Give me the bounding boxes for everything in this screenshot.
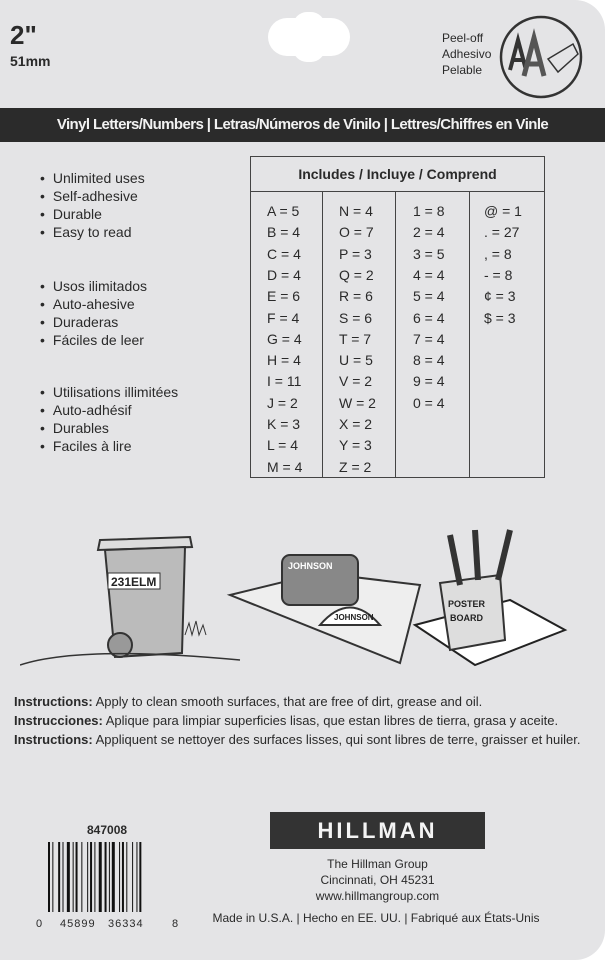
includes-cell: , = 8 <box>484 245 512 262</box>
includes-cell: V = 2 <box>339 373 373 390</box>
poster-label-1: POSTER <box>448 599 486 609</box>
feature: • Self-adhesive <box>40 187 145 205</box>
peel-en: Peel-off <box>442 31 484 45</box>
includes-cell: 3 = 5 <box>413 245 445 262</box>
feature: • Duraderas <box>40 313 147 331</box>
includes-cell: H = 4 <box>267 352 301 369</box>
trash-can-illustration <box>20 537 240 665</box>
barcode-bar <box>48 842 50 912</box>
company-city: Cincinnati, OH 45231 <box>320 873 435 887</box>
barcode-bar <box>81 842 82 912</box>
feature: • Faciles à lire <box>40 437 178 455</box>
includes-cell: I = 11 <box>267 373 302 390</box>
lunchbox-illustration <box>230 555 420 663</box>
column-divider <box>469 191 470 477</box>
barcode-bar <box>90 842 92 912</box>
includes-cell: N = 4 <box>339 203 373 219</box>
product-title: Vinyl Letters/Numbers | Letras/Números de Vinilo | Lettres/Chiffres en Vinle <box>56 116 549 133</box>
includes-cell: X = 2 <box>339 416 373 432</box>
includes-cell: U = 5 <box>339 352 373 369</box>
includes-cell: B = 4 <box>267 224 301 241</box>
barcode-bar <box>94 842 95 912</box>
includes-cell: T = 7 <box>339 330 372 347</box>
poster-board-illustration <box>415 530 565 665</box>
sku-number: 847008 <box>87 823 128 837</box>
instructions-label: Instructions: <box>14 694 93 709</box>
feature: • Easy to read <box>40 223 145 241</box>
includes-cell: W = 2 <box>339 394 376 411</box>
includes-cell: M = 4 <box>267 458 303 475</box>
hardhat-label: JOHNSON <box>334 613 374 622</box>
includes-cell: Z = 2 <box>339 458 372 475</box>
peel-es: Adhesivo <box>442 47 492 61</box>
includes-cell: @ = 1 <box>484 203 522 219</box>
letter-size-metric: 51mm <box>10 53 51 69</box>
includes-cell: 1 = 8 <box>413 203 445 219</box>
barcode-bar <box>112 842 115 912</box>
barcode-bar <box>99 842 102 912</box>
features-en <box>40 169 145 241</box>
feature: • Auto-ahesive <box>40 295 147 313</box>
column-divider <box>322 191 323 477</box>
includes-cell: 7 = 4 <box>413 330 445 347</box>
feature: • Unlimited uses <box>40 169 145 187</box>
features-es <box>40 277 147 349</box>
feature: • Usos ilimitados <box>40 277 147 295</box>
instructions-text: Aplique para limpiar superficies lisas, que estan libres de tierra, grasa y aceite. <box>105 713 559 728</box>
features-fr <box>40 383 178 455</box>
instructions-en <box>14 694 594 710</box>
includes-cell: G = 4 <box>267 330 302 347</box>
includes-cell: K = 3 <box>267 416 301 432</box>
feature: • Fáciles de leer <box>40 331 147 349</box>
barcode-bar <box>122 842 124 912</box>
barcode-bar <box>73 842 74 912</box>
feature: • Durable <box>40 205 145 223</box>
barcode-bar <box>76 842 78 912</box>
barcode <box>48 842 170 912</box>
lunchbox-label: JOHNSON <box>288 561 333 571</box>
barcode-bar <box>52 842 53 912</box>
includes-cell: . = 27 <box>484 224 520 241</box>
includes-cell: D = 4 <box>267 266 301 283</box>
barcode-digit-left: 0 <box>36 918 43 930</box>
includes-cell: O = 7 <box>339 224 374 241</box>
includes-cell: $ = 3 <box>484 309 516 326</box>
barcode-bar <box>119 842 120 912</box>
trash-label: 231ELM <box>111 575 157 589</box>
barcode-group1: 45899 <box>60 918 96 930</box>
instructions-fr <box>14 732 594 748</box>
includes-table <box>250 156 545 478</box>
barcode-bar <box>136 842 137 912</box>
barcode-bar <box>63 842 64 912</box>
made-in: Made in U.S.A. | Hecho en EE. UU. | Fabriqué aux États-Unis <box>212 911 540 925</box>
barcode-bar <box>67 842 70 912</box>
barcode-bar <box>58 842 60 912</box>
barcode-digit-right: 8 <box>172 918 179 930</box>
includes-cell: 0 = 4 <box>413 394 445 411</box>
includes-title: Includes / Incluye / Comprend <box>251 157 544 192</box>
includes-cell: Y = 3 <box>339 437 372 454</box>
hillman-logo: HILLMAN <box>270 812 485 849</box>
includes-cell: 4 = 4 <box>413 266 445 283</box>
company-website: www.hillmangroup.com <box>315 889 440 903</box>
barcode-bar <box>126 842 127 912</box>
includes-cell: Q = 2 <box>339 266 374 283</box>
company-name: The Hillman Group <box>327 857 428 871</box>
peel-off-hand-icon <box>498 14 584 100</box>
includes-cell: C = 4 <box>267 245 301 262</box>
includes-cell: S = 6 <box>339 309 373 326</box>
hang-hole-center <box>293 12 325 62</box>
feature: • Auto-adhésif <box>40 401 178 419</box>
instructions <box>14 694 594 751</box>
barcode-bar <box>139 842 141 912</box>
feature: • Utilisations illimitées <box>40 383 178 401</box>
includes-cell: F = 4 <box>267 309 300 326</box>
letter-size: 2" <box>10 20 37 50</box>
includes-cell: 5 = 4 <box>413 288 445 305</box>
barcode-bar <box>87 842 88 912</box>
illustrations <box>20 525 580 675</box>
barcode-bar <box>105 842 107 912</box>
peel-fr: Pelable <box>442 63 483 77</box>
includes-cell: P = 3 <box>339 245 372 262</box>
feature: • Durables <box>40 419 178 437</box>
column-divider <box>395 191 396 477</box>
instructions-es <box>14 713 594 729</box>
includes-cell: R = 6 <box>339 288 373 305</box>
includes-cell: ¢ = 3 <box>484 288 516 305</box>
includes-cell: - = 8 <box>484 266 513 283</box>
instructions-text: Apply to clean smooth surfaces, that are free of dirt, grease and oil. <box>95 694 483 709</box>
includes-cell: A = 5 <box>267 203 300 219</box>
includes-cell: L = 4 <box>267 437 299 454</box>
barcode-bar <box>109 842 110 912</box>
includes-cell: 6 = 4 <box>413 309 445 326</box>
includes-cell: J = 2 <box>267 394 298 411</box>
includes-cell: E = 6 <box>267 288 301 305</box>
barcode-bar <box>132 842 133 912</box>
instructions-text: Appliquent se nettoyer des surfaces lisses, qui sont libres de terre, graisser et huiler. <box>95 732 581 747</box>
includes-cell: 9 = 4 <box>413 373 445 390</box>
instructions-label: Instructions: <box>14 732 93 747</box>
instructions-label: Instrucciones: <box>14 713 103 728</box>
includes-cell: 8 = 4 <box>413 352 445 369</box>
peel-off-label <box>442 30 491 78</box>
includes-cell: 2 = 4 <box>413 224 445 241</box>
poster-label-2: BOARD <box>450 613 483 623</box>
barcode-group2: 36334 <box>108 918 144 930</box>
